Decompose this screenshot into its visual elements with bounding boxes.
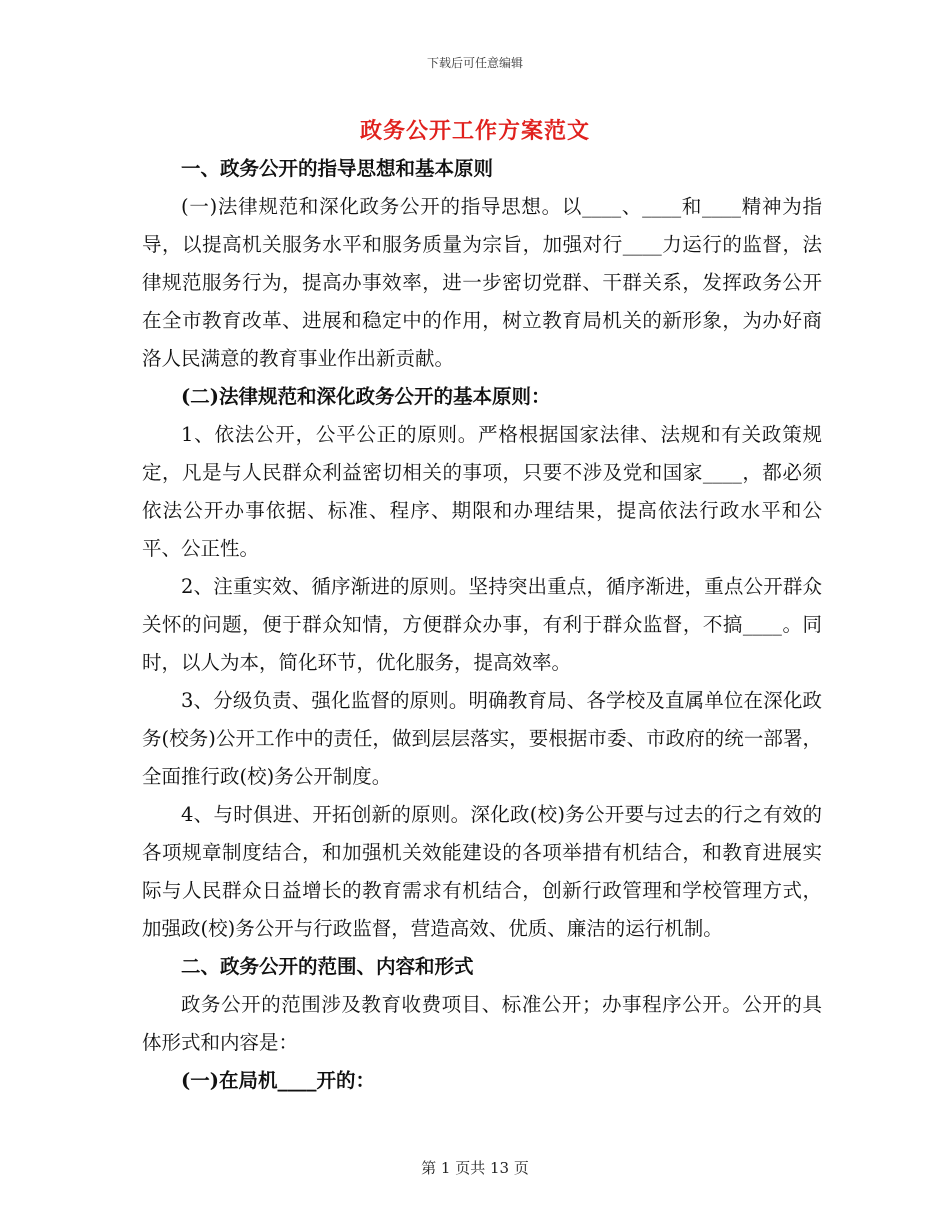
section-heading-1: 一、政务公开的指导思想和基本原则	[181, 157, 494, 180]
paragraph-scope: 政务公开的范围涉及教育收费项目、标准公开；办事程序公开。公开的具体形式和内容是：	[142, 993, 822, 1054]
header-note: 下载后可任意编辑	[426, 56, 523, 70]
subheading-basic-principles: (二)法律规范和深化政务公开的基本原则：	[181, 385, 551, 408]
subheading-bureau: (一)在局机____开的：	[181, 1069, 375, 1092]
page-footer: 第 1 页共 13 页	[421, 1159, 529, 1177]
document-title: 政务公开工作方案范文	[359, 118, 590, 144]
section-heading-2: 二、政务公开的范围、内容和形式	[181, 955, 474, 978]
paragraph-guiding-thought: (一)法律规范和深化政务公开的指导思想。以____、____和____精神为指导，以提高机关服务水平和服务质量为宗旨，加强对行____力运行的监督，法律规范服务行为，提高办事效率，进一步密切党群、干群关系，发挥政务公开在全市教育改革、进展和稳定中的作用，树立教育局机关的新形象，为办好商洛人民满意的教育事业作出新贡献。	[142, 195, 822, 370]
paragraph-principle-4: 4、与时俱进、开拓创新的原则。深化政(校)务公开要与过去的行之有效的各项规章制度结合，和加强机关效能建设的各项举措有机结合，和教育进展实际与人民群众日益增长的教育需求有机结合，创新行政管理和学校管理方式，加强政(校)务公开与行政监督，营造高效、优质、廉洁的运行机制。	[142, 803, 822, 940]
document-body	[142, 150, 822, 1100]
paragraph-principle-1: 1、依法公开，公平公正的原则。严格根据国家法律、法规和有关政策规定，凡是与人民群众利益密切相关的事项，只要不涉及党和国家____，都必须依法公开办事依据、标准、程序、期限和办理结果，提高依法行政水平和公平、公正性。	[142, 423, 822, 560]
paragraph-principle-2: 2、注重实效、循序渐进的原则。坚持突出重点，循序渐进，重点公开群众关怀的问题，便于群众知情，方便群众办事，有利于群众监督，不搞____。同时，以人为本，简化环节，优化服务，提高效率。	[142, 575, 822, 674]
paragraph-principle-3: 3、分级负责、强化监督的原则。明确教育局、各学校及直属单位在深化政务(校务)公开工作中的责任，做到层层落实，要根据市委、市政府的统一部署，全面推行政(校)务公开制度。	[142, 689, 822, 788]
